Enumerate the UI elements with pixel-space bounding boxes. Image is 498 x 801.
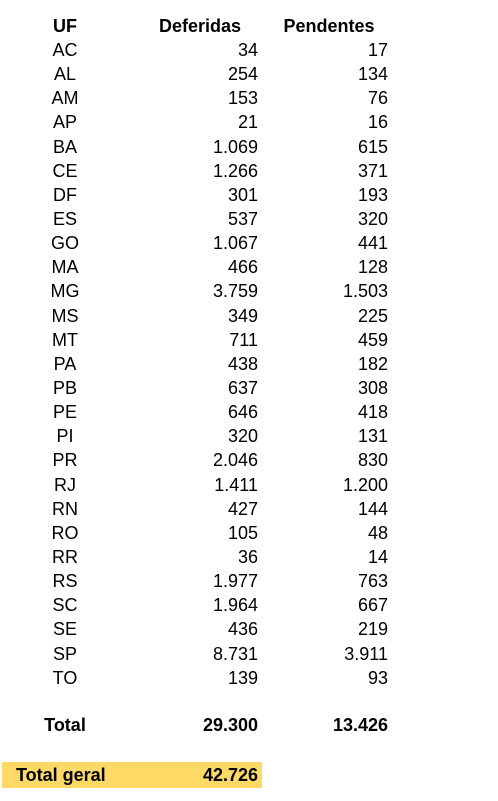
table-row xyxy=(0,135,498,159)
cell-deferidas: 1.964 xyxy=(212,595,258,616)
cell-uf: AC xyxy=(52,40,78,60)
cell-deferidas: 34 xyxy=(237,40,258,60)
cell-pendentes: 48 xyxy=(367,522,388,543)
cell-deferidas: 1.067 xyxy=(212,233,258,254)
cell-pendentes: 16 xyxy=(367,112,388,133)
cell-deferidas: 427 xyxy=(227,498,258,519)
grand-total-row xyxy=(2,762,262,788)
cell-pendentes: 371 xyxy=(357,160,388,181)
table-row xyxy=(0,376,498,400)
cell-pendentes: 76 xyxy=(367,88,388,109)
cell-pendentes: 193 xyxy=(357,184,388,205)
cell-pendentes: 225 xyxy=(357,305,388,326)
cell-pendentes: 182 xyxy=(357,353,388,374)
cell-uf: RR xyxy=(52,546,78,567)
header-uf: UF xyxy=(53,16,77,36)
cell-uf: SC xyxy=(52,595,78,616)
cell-pendentes: 3.911 xyxy=(344,643,388,664)
cell-deferidas: 3.759 xyxy=(212,281,258,302)
cell-uf: CE xyxy=(52,160,78,181)
cell-uf: PB xyxy=(52,377,77,398)
cell-uf: MG xyxy=(50,281,80,302)
cell-deferidas: 349 xyxy=(227,305,258,326)
table-row xyxy=(0,521,498,545)
cell-uf: AL xyxy=(53,64,77,85)
cell-uf: DF xyxy=(53,184,77,205)
cell-deferidas: 646 xyxy=(227,402,258,423)
cell-pendentes: 134 xyxy=(357,64,388,85)
cell-uf: PA xyxy=(53,353,77,374)
cell-pendentes: 615 xyxy=(357,136,388,157)
cell-pendentes: 418 xyxy=(357,402,388,423)
table-row xyxy=(0,424,498,448)
table-row xyxy=(0,666,498,690)
cell-uf: RJ xyxy=(54,474,76,495)
cell-deferidas: 637 xyxy=(227,377,258,398)
table-row xyxy=(0,231,498,255)
cell-uf: SE xyxy=(52,619,77,640)
cell-uf: SP xyxy=(52,643,77,664)
table-row xyxy=(0,617,498,641)
table-row xyxy=(0,642,498,666)
cell-pendentes: 763 xyxy=(357,571,388,592)
cell-deferidas: 301 xyxy=(227,184,258,205)
header-pendentes: Pendentes xyxy=(283,16,375,36)
cell-deferidas: 320 xyxy=(227,426,258,447)
total-pendentes: 13.426 xyxy=(332,715,388,735)
cell-deferidas: 153 xyxy=(227,88,258,109)
cell-uf: RO xyxy=(51,522,79,543)
cell-uf: PE xyxy=(52,402,77,423)
cell-uf: AM xyxy=(51,88,79,109)
cell-pendentes: 144 xyxy=(357,498,388,519)
cell-uf: PI xyxy=(56,426,74,447)
cell-pendentes: 219 xyxy=(357,619,388,640)
table-row xyxy=(0,352,498,376)
table-row xyxy=(0,545,498,569)
cell-pendentes: 93 xyxy=(367,667,388,688)
cell-pendentes: 830 xyxy=(357,450,388,471)
cell-pendentes: 308 xyxy=(357,377,388,398)
cell-uf: AP xyxy=(52,112,77,133)
table-row xyxy=(0,473,498,497)
cell-pendentes: 667 xyxy=(357,595,388,616)
cell-deferidas: 436 xyxy=(227,619,258,640)
cell-pendentes: 441 xyxy=(357,233,388,254)
total-row xyxy=(0,713,498,737)
cell-uf: MT xyxy=(52,329,78,350)
cell-pendentes: 1.200 xyxy=(342,474,388,495)
table-row xyxy=(0,86,498,110)
table-row xyxy=(0,38,498,62)
table-row xyxy=(0,279,498,303)
table-row xyxy=(0,159,498,183)
table-row xyxy=(0,400,498,424)
cell-pendentes: 17 xyxy=(367,40,388,60)
cell-deferidas: 36 xyxy=(237,546,258,567)
grand-total-label: Total geral xyxy=(16,765,106,785)
cell-deferidas: 105 xyxy=(227,522,258,543)
cell-uf: RS xyxy=(52,571,78,592)
cell-deferidas: 139 xyxy=(227,667,258,688)
cell-uf: GO xyxy=(50,233,79,254)
cell-deferidas: 1.069 xyxy=(212,136,258,157)
header-deferidas: Deferidas xyxy=(158,16,242,36)
table-row xyxy=(0,304,498,328)
cell-deferidas: 1.977 xyxy=(212,571,258,592)
cell-pendentes: 459 xyxy=(357,329,388,350)
cell-uf: PR xyxy=(52,450,78,471)
cell-deferidas: 537 xyxy=(227,208,258,229)
cell-deferidas: 21 xyxy=(237,112,258,133)
cell-deferidas: 2.046 xyxy=(212,450,258,471)
table-row xyxy=(0,448,498,472)
table-row xyxy=(0,255,498,279)
table-row xyxy=(0,328,498,352)
table-header xyxy=(0,14,498,38)
table-row xyxy=(0,497,498,521)
cell-deferidas: 1.411 xyxy=(214,474,258,495)
cell-uf: TO xyxy=(52,667,78,688)
cell-pendentes: 128 xyxy=(357,257,388,278)
cell-deferidas: 466 xyxy=(227,257,258,278)
table-row xyxy=(0,110,498,134)
cell-uf: BA xyxy=(52,136,77,157)
cell-pendentes: 14 xyxy=(367,546,388,567)
total-label: Total xyxy=(44,715,86,735)
cell-pendentes: 1.503 xyxy=(342,281,388,302)
cell-uf: MS xyxy=(51,305,79,326)
cell-deferidas: 8.731 xyxy=(212,643,258,664)
table-row xyxy=(0,183,498,207)
cell-pendentes: 320 xyxy=(357,208,388,229)
table-body xyxy=(0,38,498,690)
cell-pendentes: 131 xyxy=(357,426,388,447)
cell-uf: RN xyxy=(52,498,78,519)
cell-deferidas: 254 xyxy=(227,64,258,85)
cell-deferidas: 1.266 xyxy=(212,160,258,181)
table-row xyxy=(0,593,498,617)
cell-deferidas: 711 xyxy=(229,329,258,350)
cell-uf: ES xyxy=(52,208,77,229)
table-row xyxy=(0,62,498,86)
table-row xyxy=(0,569,498,593)
cell-deferidas: 438 xyxy=(227,353,258,374)
cell-uf: MA xyxy=(51,257,79,278)
table-row xyxy=(0,207,498,231)
total-deferidas: 29.300 xyxy=(202,715,258,735)
grand-total-value: 42.726 xyxy=(202,765,258,785)
